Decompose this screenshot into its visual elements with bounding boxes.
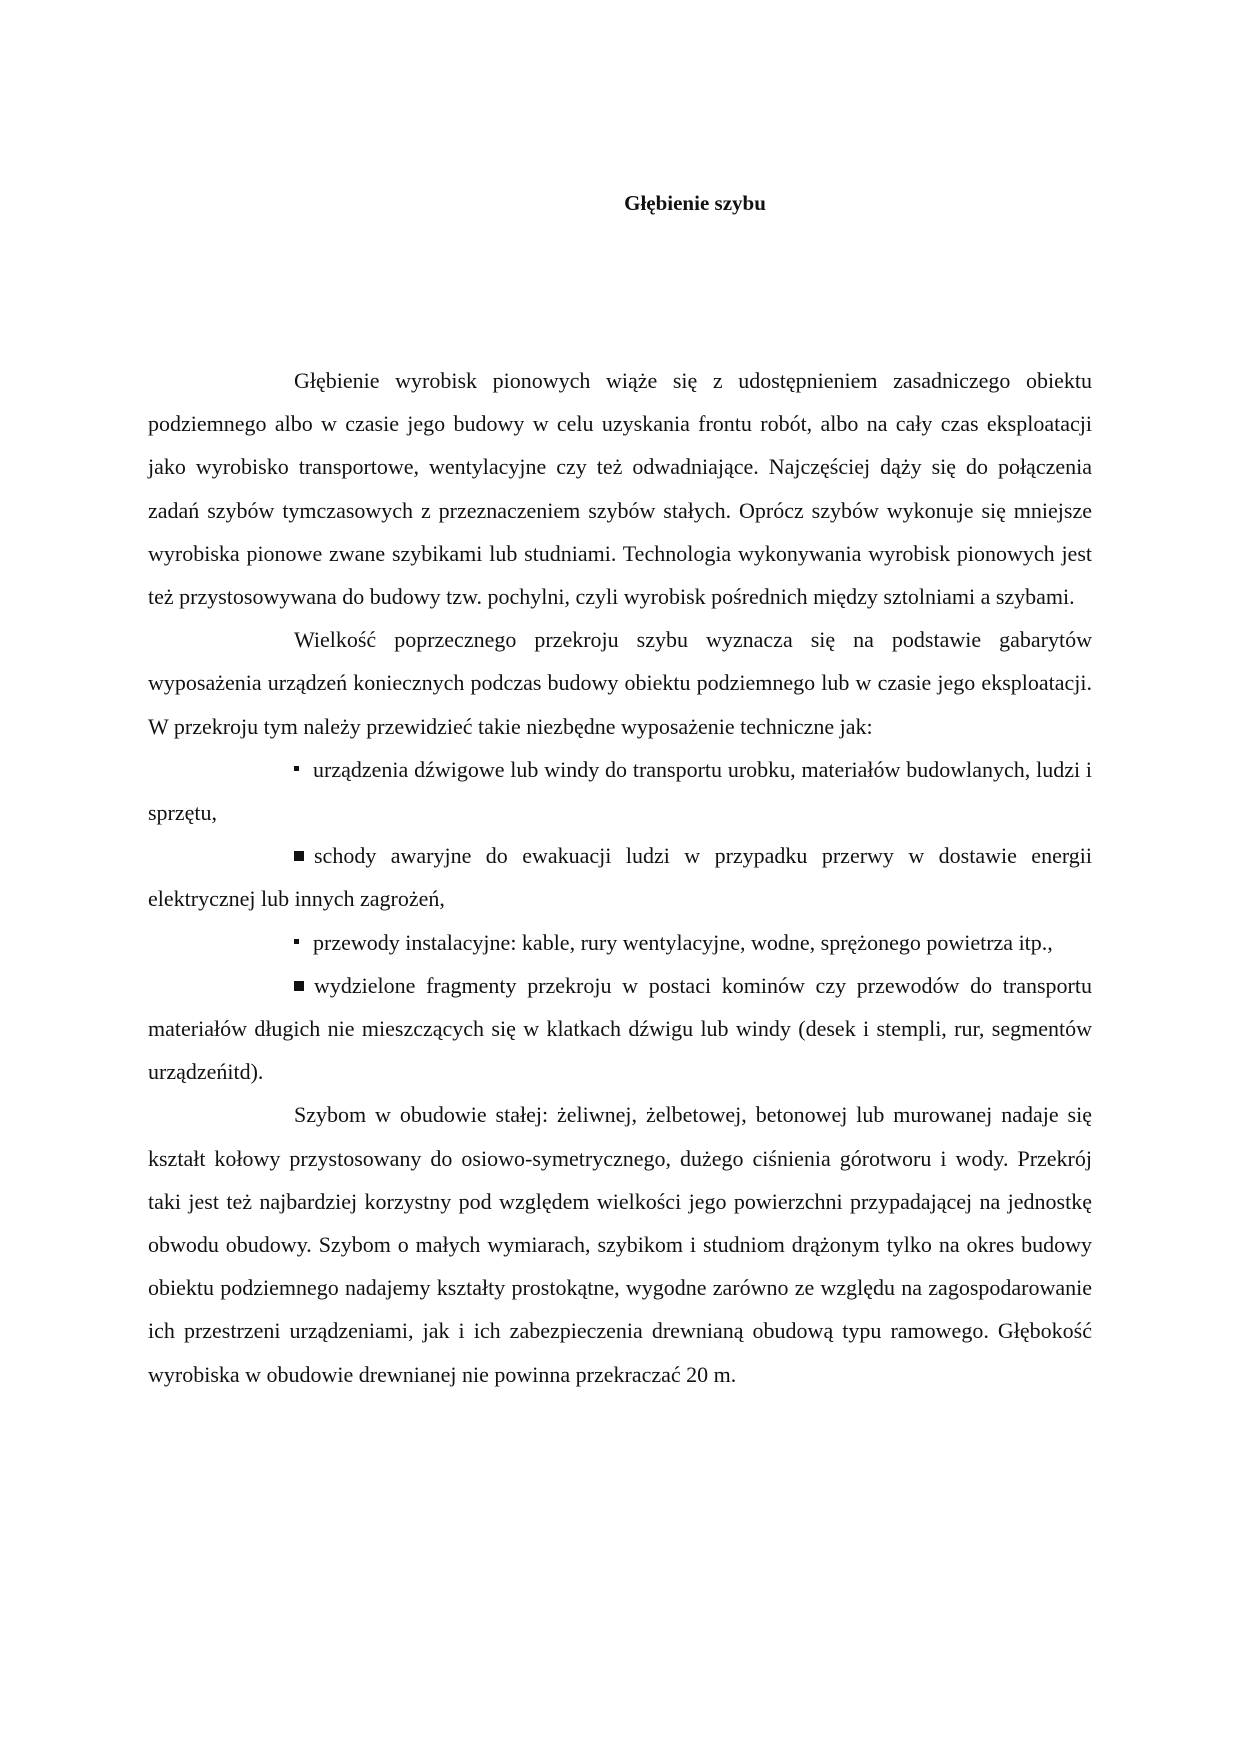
bullet-icon	[294, 939, 299, 944]
list-item-text: schody awaryjne do ewakuacji ludzi w przypadku przerwy w dostawie energii elektrycznej lub innych zagrożeń,	[148, 843, 1092, 912]
paragraph-intro: Głębienie wyrobisk pionowych wiąże się z udostępnieniem zasadniczego obiektu podziemnego albo w czasie jego budowy w celu uzyskania frontu robót, albo na cały czas eksploatacji jako wyrobisko transportowe, wentylacyjne czy też odwadniające. Najczęściej dąży się do połączenia zadań szybów tymczasowych z przeznaczeniem szybów stałych. Oprócz szybów wykonuje się mniejsze wyrobiska pionowe zwane szybikami lub studniami. Technologia wykonywania wyrobisk pionowych jest też przystosowywana do budowy tzw. pochylni, czyli wyrobisk pośrednich między sztolniami a szybami.	[148, 368, 1092, 610]
list-item	[148, 748, 1092, 834]
list-item-text: wydzielone fragmenty przekroju w postaci kominów czy przewodów do transportu materiałów długich nie mieszczących się w klatkach dźwigu lub windy (desek i stempli, rur, segmentów urządzeńitd).	[148, 972, 1092, 1085]
list-item-text: urządzenia dźwigowe lub windy do transportu urobku, materiałów budowlanych, ludzi i sprzętu,	[148, 756, 1092, 826]
bullet-icon	[294, 851, 304, 861]
bullet-icon	[294, 766, 299, 771]
list-item	[148, 834, 1092, 920]
list-item	[148, 921, 1092, 964]
paragraph-shape: Szybom w obudowie stałej: żeliwnej, żelbetowej, betonowej lub murowanej nadaje się kształt kołowy przystosowany do osiowo-symetrycznego, dużego ciśnienia górotworu i wody. Przekrój taki jest też najbardziej korzystny pod względem wielkości jego powierzchni przypadającej na jednostkę obwodu obudowy. Szybom o małych wymiarach, szybikom i studniom drążonym tylko na okres budowy obiektu podziemnego nadajemy kształty prostokątne, wygodne zarówno ze względu na zagospodarowanie ich przestrzeni urządzeniami, jak i ich zabezpieczenia drewnianą obudową typu ramowego. Głębokość wyrobiska w obudowie drewnianej nie powinna przekraczać 20 m.	[148, 1102, 1092, 1387]
bullet-icon	[294, 981, 304, 991]
document-body	[148, 359, 1092, 1396]
list-item-text: przewody instalacyjne: kable, rury wentylacyjne, wodne, sprężonego powietrza itp.,	[313, 929, 1053, 955]
paragraph-cross-section: Wielkość poprzecznego przekroju szybu wyznacza się na podstawie gabarytów wyposażenia urządzeń koniecznych podczas budowy obiektu podziemnego lub w czasie jego eksploatacji. W przekroju tym należy przewidzieć takie niezbędne wyposażenie techniczne jak:	[148, 627, 1092, 739]
document-title: Głębienie szybu	[624, 191, 766, 215]
list-item	[148, 964, 1092, 1094]
